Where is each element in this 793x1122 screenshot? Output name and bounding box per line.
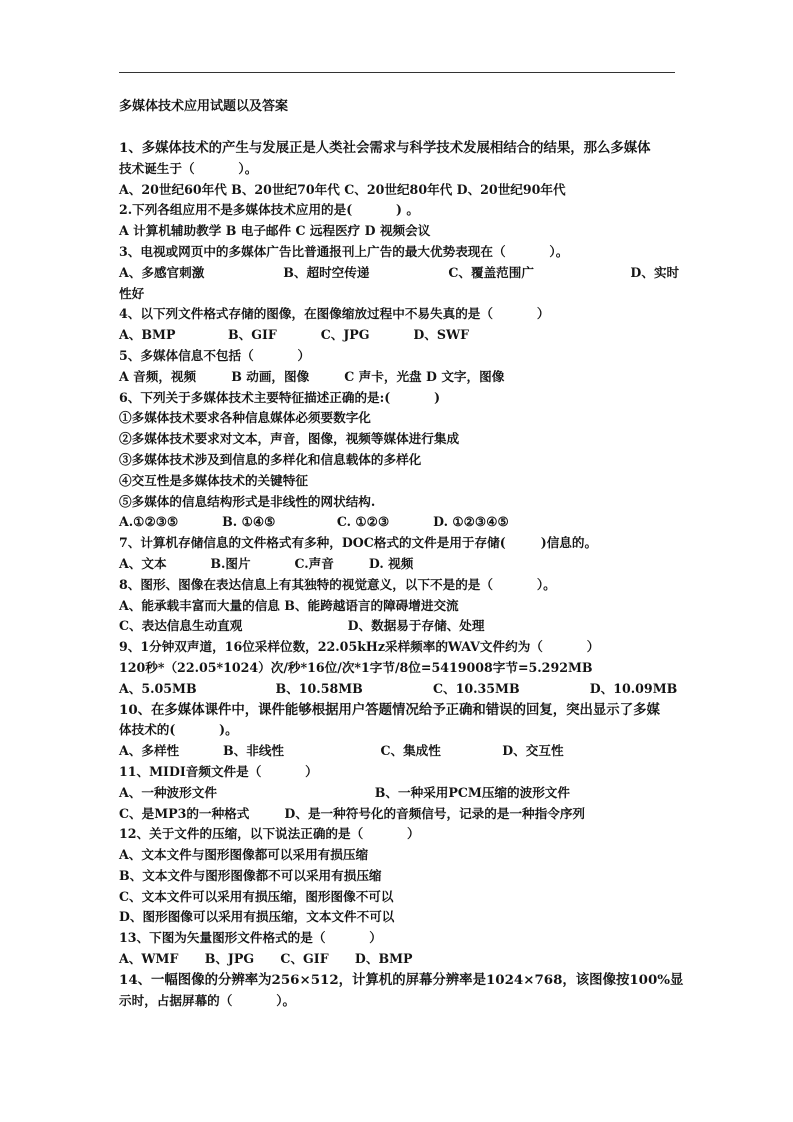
text-line: 7、计算机存储信息的文件格式有多种，DOC格式的文件是用于存储( )信息的。	[119, 535, 598, 551]
text-line: A、一种波形文件 B、一种采用PCM压缩的波形文件	[119, 784, 570, 800]
text-line: 示时，占据屏幕的（ ）。	[119, 992, 296, 1008]
text-line: A 音频，视频 B 动画，图像 C 声卡，光盘 D 文字，图像	[119, 368, 505, 384]
text-line: 2.下列各组应用不是多媒体技术应用的是( ) 。	[119, 202, 419, 218]
text-line: 3、电视或网页中的多媒体广告比普通报刊上广告的最大优势表现在（ ）。	[119, 243, 569, 259]
text-line: A 计算机辅助教学 B 电子邮件 C 远程医疗 D 视频会议	[119, 223, 431, 239]
text-line: ①多媒体技术要求各种信息媒体必须要数字化	[119, 410, 371, 426]
text-line: 13、下图为矢量图形文件格式的是（ ）	[119, 930, 382, 946]
text-line: 4、以下列文件格式存储的图像，在图像缩放过程中不易失真的是（ ）	[119, 306, 550, 322]
text-line: 性好	[119, 285, 145, 301]
text-line: 1、多媒体技术的产生与发展正是人类社会需求与科学技术发展相结合的结果，那么多媒体	[119, 140, 651, 156]
text-line: 5、多媒体信息不包括（ ）	[119, 347, 311, 363]
text-line: ④交互性是多媒体技术的关键特征	[119, 472, 308, 488]
text-line: A、BMP B、GIF C、JPG D、SWF	[119, 327, 470, 343]
text-line: ③多媒体技术涉及到信息的多样化和信息载体的多样化	[119, 451, 422, 467]
text-line: C、表达信息生动直观 D、数据易于存储、处理	[119, 618, 485, 634]
text-line: A、多感官刺激 B、超时空传递 C、覆盖范围广 D、实时	[119, 264, 680, 280]
text-line: A、多样性 B、非线性 C、集成性 D、交互性	[119, 743, 564, 759]
text-line: A.①②③⑤ B. ①④⑤ C. ①②③ D. ①②③④⑤	[119, 514, 509, 530]
text-line: 14、一幅图像的分辨率为256×512，计算机的屏幕分辨率是1024×768，该图像按100%显	[119, 971, 684, 988]
text-line: 11、MIDI音频文件是（ ）	[119, 763, 318, 779]
text-line: A、文本 B.图片 C.声音 D. 视频	[119, 555, 414, 571]
text-line: A、5.05MB B、10.58MB C、10.35MB D、10.09MB	[119, 680, 678, 696]
text-line: C、是MP3的一种格式 D、是一种符号化的音频信号，记录的是一种指令序列	[119, 805, 586, 821]
text-line: 6、下列关于多媒体技术主要特征描述正确的是:( )	[119, 389, 441, 405]
text-line: 技术诞生于（ ）。	[119, 160, 258, 176]
header-rule	[119, 72, 675, 73]
text-line: ⑤多媒体的信息结构形式是非线性的网状结构.	[119, 493, 376, 509]
text-line: B、文本文件与图形图像都不可以采用有损压缩	[119, 867, 382, 883]
text-line: D、图形图像可以采用有损压缩，文本文件不可以	[119, 909, 395, 925]
text-line: C、文本文件可以采用有损压缩，图形图像不可以	[119, 888, 394, 904]
text-line: A、20世纪60年代 B、20世纪70年代 C、20世纪80年代 D、20世纪90年代	[119, 181, 566, 197]
text-line: 8、图形、图像在表达信息上有其独特的视觉意义，以下不是的是（ ）。	[119, 576, 556, 592]
question-list	[119, 138, 684, 1011]
text-line: 体技术的( )。	[119, 722, 238, 738]
text-line: A、能承载丰富而大量的信息 B、能跨越语言的障碍增进交流	[119, 597, 459, 613]
text-line: 9、1分钟双声道，16位采样位数，22.05kHz采样频率的WAV文件约为（ ）	[119, 639, 600, 655]
text-line: 12、关于文件的压缩，以下说法正确的是（ ）	[119, 826, 420, 842]
text-line: A、文本文件与图形图像都可以采用有损压缩	[119, 847, 369, 863]
text-line: ②多媒体技术要求对文本，声音，图像，视频等媒体进行集成	[119, 431, 460, 447]
text-line: 10、在多媒体课件中，课件能够根据用户答题情况给予正确和错误的回复，突出显示了多媒	[119, 701, 660, 718]
text-line: 120秒*（22.05*1024）次/秒*16位/次*1字节/8位=5419008字节=5.292MB	[119, 659, 593, 675]
text-line: A、WMF B、JPG C、GIF D、BMP	[119, 951, 413, 967]
document-title: 多媒体技术应用试题以及答案	[119, 99, 289, 114]
